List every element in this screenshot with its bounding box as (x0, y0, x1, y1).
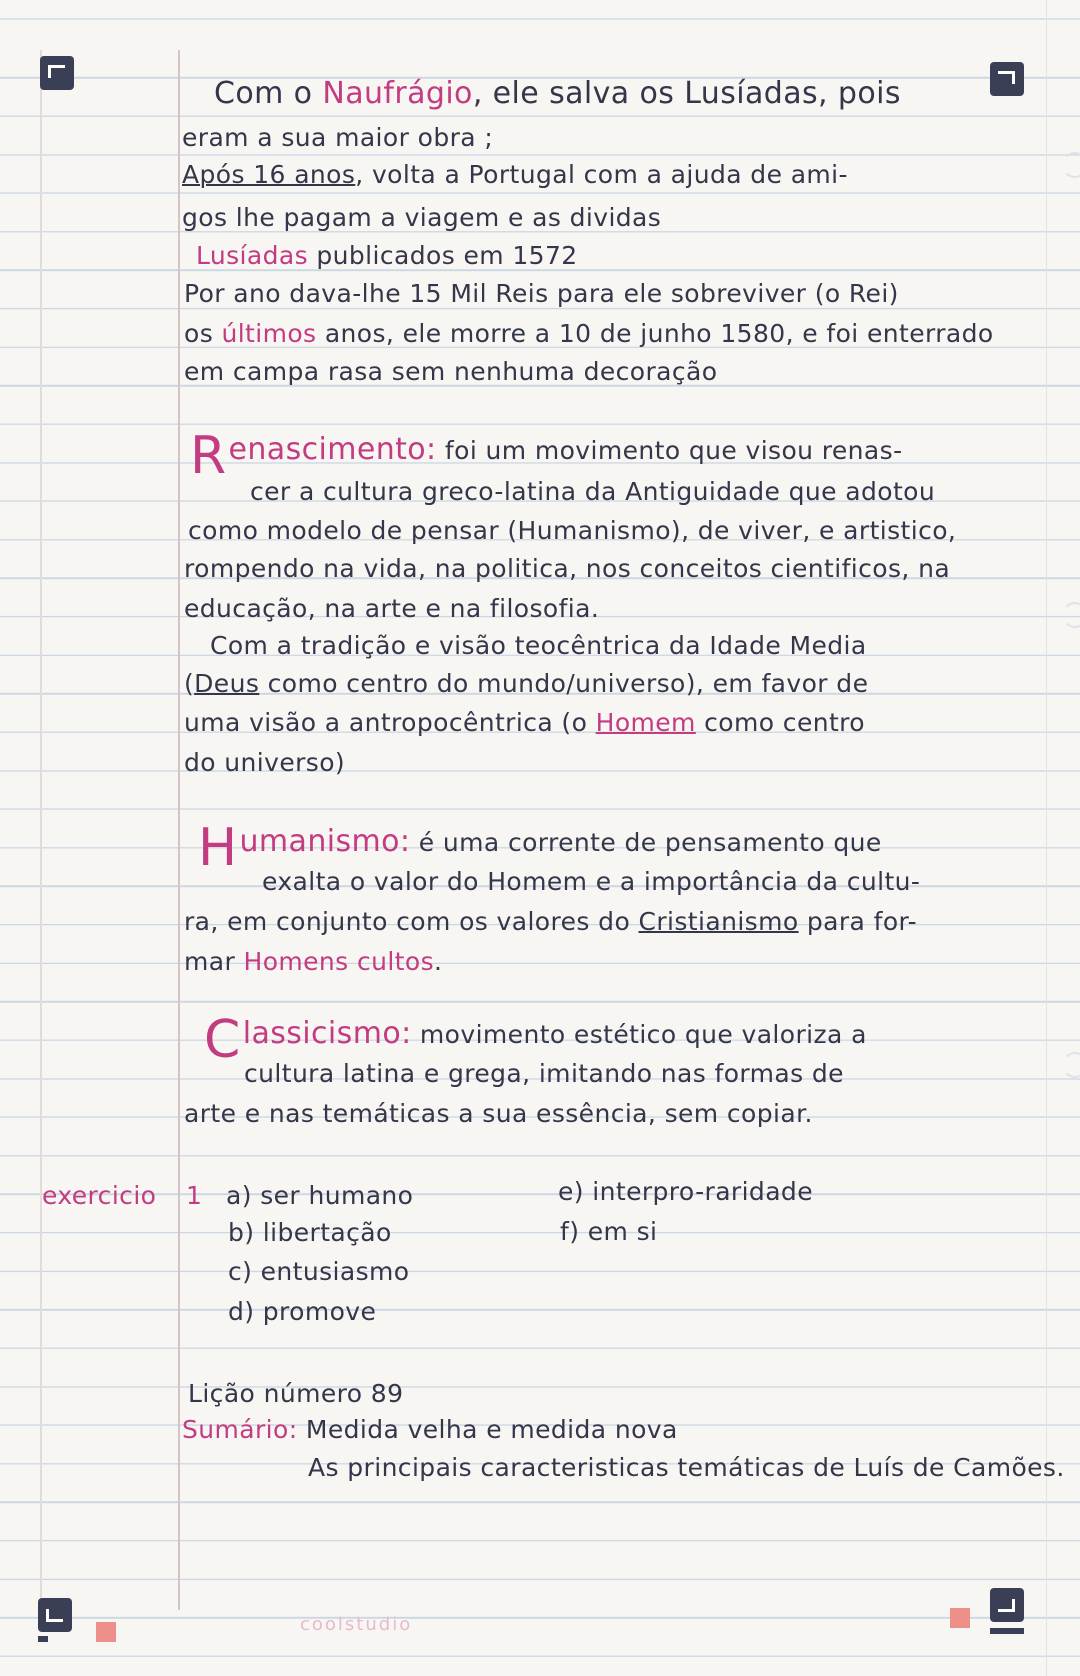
scan-bar-icon (38, 1636, 48, 1642)
corner-marker-top-left-icon (40, 56, 74, 90)
text-line: os últimos anos, ele morre a 10 de junho 1580, e foi enterrado (184, 319, 994, 348)
text-line: Após 16 anos, volta a Portugal com a ajuda de ami- (182, 160, 848, 189)
text-line: mar Homens cultos. (184, 947, 443, 976)
answer-item: f) em si (560, 1217, 658, 1246)
text-line: do universo) (184, 748, 346, 777)
text-line: cultura latina e grega, imitando nas formas de (244, 1059, 844, 1088)
page-edge (1046, 0, 1047, 1676)
summary-line: Sumário: Medida velha e medida nova (182, 1415, 678, 1444)
text-line: arte e nas temáticas a sua essência, sem copiar. (184, 1099, 813, 1128)
answer-item: d) promove (228, 1297, 377, 1326)
text-line: gos lhe pagam a viagem e as dividas (182, 203, 662, 232)
exercise-number: 1 (186, 1181, 203, 1210)
corner-marker-top-right-icon (990, 62, 1024, 96)
answer-item: c) entusiasmo (228, 1257, 410, 1286)
section-heading-renascimento: Renascimento: foi um movimento que visou renas- (190, 426, 903, 486)
exercise-label: exercicio (42, 1181, 157, 1210)
text-line: como modelo de pensar (Humanismo), de viver, e artistico, (188, 516, 957, 545)
text-line: rompendo na vida, na politica, nos conceitos cientificos, na (184, 554, 951, 583)
lesson-number: Lição número 89 (188, 1379, 404, 1408)
answer-item: e) interpro-raridade (558, 1177, 813, 1206)
margin-line (178, 50, 180, 1610)
section-heading-humanismo: Humanismo: é uma corrente de pensamento que (198, 818, 882, 878)
text-line: cer a cultura greco-latina da Antiguidade que adotou (250, 477, 936, 506)
corner-marker-bottom-left-icon (38, 1598, 72, 1632)
text-line: exalta o valor do Homem e a importância da cultu- (262, 867, 921, 896)
section-heading-classicismo: Classicismo: movimento estético que valoriza a (204, 1010, 867, 1070)
text-line: ra, em conjunto com os valores do Cristianismo para for- (184, 907, 918, 936)
answer-item: b) libertação (228, 1218, 392, 1247)
binder-ring-icon (1062, 152, 1080, 178)
text-line: Com a tradição e visão teocêntrica da Idade Media (210, 631, 867, 660)
outer-margin-line (40, 50, 42, 1610)
text-line: educação, na arte e na filosofia. (184, 594, 600, 623)
text-line: eram a sua maior obra ; (182, 123, 494, 152)
text-line: (Deus como centro do mundo/universo), em favor de (184, 669, 869, 698)
answer-item: a) ser humano (226, 1181, 414, 1210)
text-line: Por ano dava-lhe 15 Mil Reis para ele sobreviver (o Rei) (184, 279, 899, 308)
text-line: uma visão a antropocêntrica (o Homem como centro (184, 708, 865, 737)
text-line: Lusíadas publicados em 1572 (196, 241, 578, 270)
watermark: coolstudio (300, 1614, 413, 1635)
scan-square-icon (950, 1608, 970, 1628)
scan-bar-icon (990, 1628, 1024, 1634)
binder-ring-icon (1062, 1052, 1080, 1078)
corner-marker-bottom-right-icon (990, 1588, 1024, 1622)
scan-square-icon (96, 1622, 116, 1642)
summary-subtitle: As principais caracteristicas temáticas de Luís de Camões. (308, 1453, 1065, 1482)
text-line: em campa rasa sem nenhuma decoração (184, 357, 718, 386)
text-line: Com o Naufrágio, ele salva os Lusíadas, pois (214, 76, 901, 111)
binder-ring-icon (1062, 602, 1080, 628)
